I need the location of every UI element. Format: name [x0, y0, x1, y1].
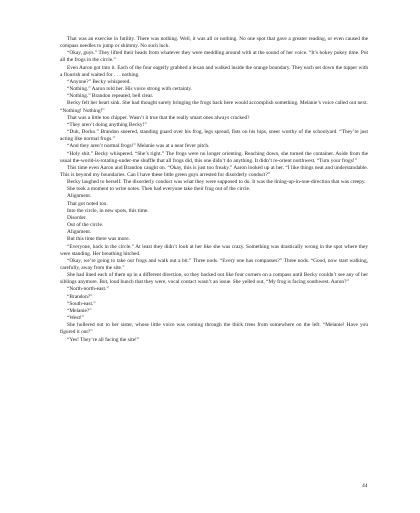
paragraph: “They aren’t doing anything Becky!”: [67, 121, 147, 128]
paragraph: “Nothing.” Aaron told her. His voice strong with certainty.: [67, 86, 193, 93]
body-text: [60, 36, 368, 344]
paragraph: Alignment.: [67, 229, 92, 236]
paragraph: Becky laughed to herself. The disorderly conduct was what they were supposed to do. It was the lining-up-in-one-direction that was creepy.: [67, 179, 366, 186]
paragraph: That was a little too chipper. Wasn’t it true that the really smart ones always cracked?: [67, 114, 250, 121]
paragraph: “North-north-east.”: [67, 286, 109, 293]
paragraph: “South-east.”: [67, 300, 96, 307]
paragraph: “Nothing.” Brandon repeated, bell clear.: [67, 93, 154, 100]
paragraph: “Anyone?” Becky whispered.: [67, 78, 131, 85]
paragraph: “Brandon?”: [67, 293, 93, 300]
paragraph: “Melanie?”: [67, 307, 92, 314]
paragraph: “West!”: [67, 315, 85, 322]
paragraph: That was an exercise in futility. There was nothing. Well, it was all or nothing. No one spot that gave a greater reading, or even caused the compass needles to jump or shimmy. No such luck.: [60, 36, 368, 50]
paragraph: That got noted too.: [67, 200, 108, 207]
paragraph: She had lined each of them up in a different direction, so they backed out like four corners on a compass until Becky couldn’t see any of her siblings anymore. But, loud bunch that they were, vocal contact wasn’t an issue. She yelled out, “My frog is facing southwest. Aaron?”: [60, 272, 368, 286]
paragraph: Becky felt her heart sink. She had thought surely bringing the frogs back here would accomplish something. Melanie’s voice called out next. “Nothing! Nothing!”: [60, 100, 368, 114]
paragraph: Even Aaron got into it. Each of the four eagerly grabbed a lexan and walked inside the orange boundary. They each set down the tupper with a flourish and waited for . . . nothing.: [60, 64, 368, 78]
paragraph: “Duh, Dorko.” Brandon sneered, standing guard over his frog, legs spread, fists on his hips, sneer worthy of the schoolyard. “They’re just acting like normal frogs.”: [60, 129, 368, 143]
paragraph: This time even Aaron and Brandon caught on. “Okay, this is just too freaky.” Aaron looked up at her. “I like things neat and understandable. This is beyond my boundaries. Can I have these little green guys arrested for disorderly conduct?”: [60, 164, 368, 178]
paragraph: She took a moment to write notes. Then had everyone take their frog out of the circle.: [67, 186, 251, 193]
paragraph: “Everyone, back in the circle.” At least they didn’t look at her like she was crazy. Something was drastically wrong in the spot where they were standing. Her breathing hitched.: [60, 243, 368, 257]
paragraph: “Holy shit.” Becky whispered. “She’s right.” The frogs were no longer orienting. Reaching down, she turned the container. Aside from the usual the-world-is-rotating-under-me shuffle that all frogs did, this one didn’t do anything. It didn’t re-orient northwest. “Turn your frogs!”: [60, 150, 368, 164]
paragraph: But this time there was more.: [67, 236, 130, 243]
paragraph: Out of the circle.: [67, 222, 104, 229]
paragraph: “And they aren’t normal frogs!” Melanie was at a near fever pitch.: [67, 143, 210, 150]
paragraph: Into the circle, in new spots, this time.: [67, 207, 149, 214]
paragraph: She hollered out to her sister, whose little voice was coming through the thick trees from somewhere on the left. “Melanie! Have you figured it out?”: [60, 322, 368, 336]
paragraph: “Okay, guys.” They lifted their heads from whatever they were meddling around with at the sound of her voice. “It’s hokey pokey time. Put all the frogs in the circle.”: [60, 50, 368, 64]
paragraph: “Okay, we’re going to take our frogs and walk out a bit.” Three nods. “Every one has compasses?” Three nods. “Good, now start walking, carefully, away from the site.”: [60, 257, 368, 271]
page-number: 44: [362, 483, 368, 489]
paragraph: Alignment.: [67, 193, 92, 200]
paragraph: Disorder.: [67, 214, 87, 221]
paragraph: “Yes! They’re all facing the site!”: [67, 336, 140, 343]
